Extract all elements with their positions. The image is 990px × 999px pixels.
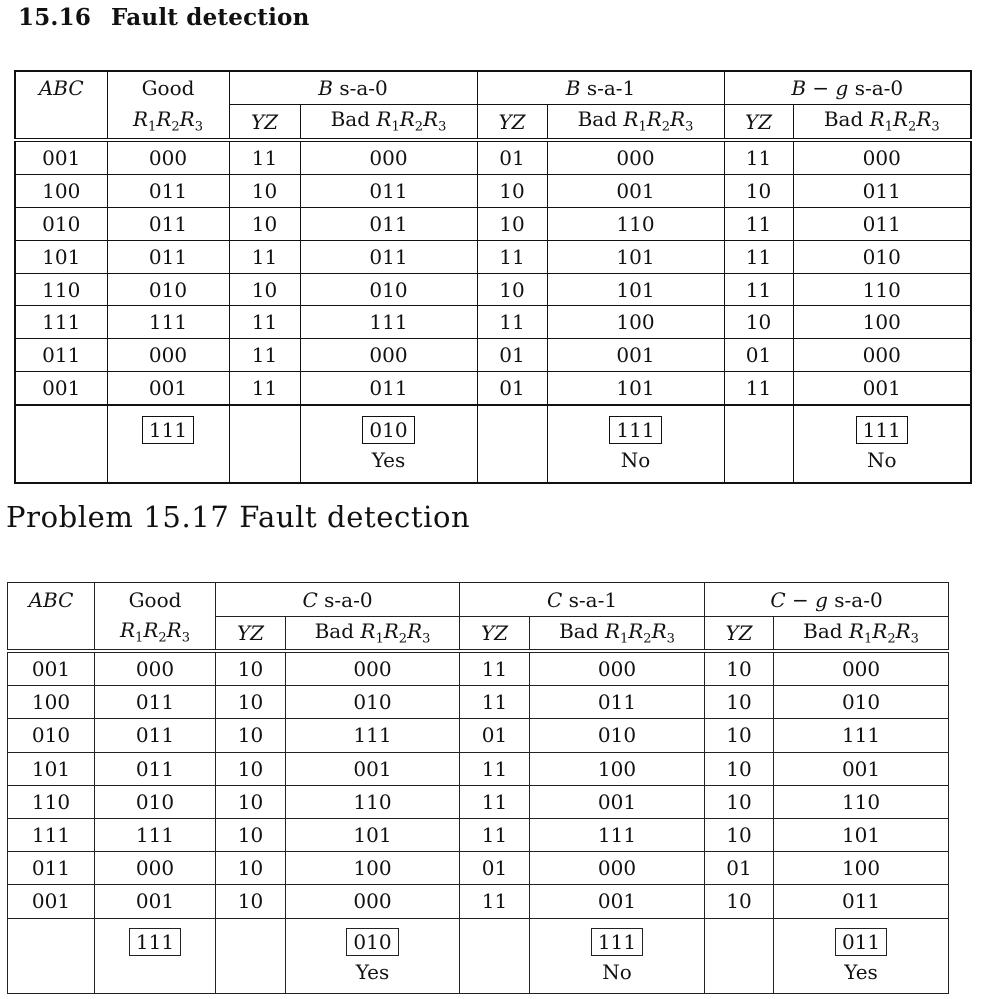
yz-value: 10	[216, 852, 286, 885]
abc-value: 101	[15, 240, 107, 273]
yz-value: 11	[724, 140, 793, 174]
abc-value: 110	[15, 273, 107, 306]
bad-value: 011	[300, 372, 477, 405]
table-row	[15, 273, 971, 306]
yz-value: 11	[229, 339, 300, 372]
bad-value: 011	[774, 885, 949, 918]
table-row	[15, 240, 971, 273]
good-header: Good	[107, 71, 229, 105]
good-value: 001	[107, 372, 229, 405]
yz-value: 11	[477, 306, 547, 339]
bad-value: 000	[300, 140, 477, 174]
good-final-cell	[107, 405, 229, 483]
fault-variable: C	[302, 587, 318, 612]
bad-value: 111	[774, 719, 949, 752]
abc-value: 010	[15, 207, 107, 240]
bad-value: 001	[793, 372, 971, 405]
yz-value: 01	[460, 719, 530, 752]
good-value: 011	[107, 240, 229, 273]
fault-type: s-a-0	[339, 76, 388, 100]
header-row-sub	[8, 617, 949, 652]
fault-group-header	[477, 71, 724, 105]
good-value: 011	[95, 719, 216, 752]
bad-value: 010	[774, 686, 949, 719]
summary-blank	[705, 918, 774, 993]
table-row	[15, 339, 971, 372]
bad-value: 100	[530, 752, 705, 785]
fault-final-value: 111	[591, 928, 643, 956]
bad-value: 000	[300, 339, 477, 372]
yz-value: 11	[724, 273, 793, 306]
yz-value: 10	[477, 174, 547, 207]
summary-blank	[460, 918, 530, 993]
fault-group-header	[216, 583, 460, 617]
table-row	[8, 686, 949, 719]
abc-header-blank	[8, 617, 95, 652]
header-row-sub	[15, 105, 971, 141]
yz-value: 11	[229, 372, 300, 405]
problem-heading: Problem 15.17 Fault detection	[6, 500, 471, 534]
fault-table-15-17	[7, 582, 949, 994]
yz-header: YZ	[229, 105, 300, 141]
summary-blank	[8, 918, 95, 993]
yz-value: 10	[477, 207, 547, 240]
bad-value: 011	[530, 686, 705, 719]
fault-type: s-a-0	[834, 587, 883, 612]
bad-value: 011	[300, 207, 477, 240]
yz-value: 10	[216, 818, 286, 851]
fault-final-value: 011	[835, 928, 887, 956]
bad-value: 010	[300, 273, 477, 306]
table-row	[8, 885, 949, 918]
summary-blank	[229, 405, 300, 483]
bad-value: 101	[547, 240, 724, 273]
bad-value: 011	[793, 207, 971, 240]
bad-value: 000	[286, 885, 460, 918]
good-header: Good	[95, 583, 216, 617]
yz-value: 11	[460, 785, 530, 818]
bad-value: 111	[530, 818, 705, 851]
fault-group-header	[724, 71, 971, 105]
bad-value: 011	[300, 240, 477, 273]
bad-value: 101	[774, 818, 949, 851]
fault-final-cell	[547, 405, 724, 483]
good-registers-header: $R_1R_2R_3$	[95, 617, 216, 652]
abc-value: 100	[8, 686, 95, 719]
good-value: 000	[95, 651, 216, 686]
yz-value: 11	[229, 140, 300, 174]
good-value: 011	[95, 686, 216, 719]
yz-header: YZ	[705, 617, 774, 652]
fault-final-value: 010	[362, 416, 414, 444]
bad-value: 011	[793, 174, 971, 207]
bad-registers-header: Bad $R_1R_2R_3$	[530, 617, 705, 652]
bad-value: 100	[774, 852, 949, 885]
yz-value: 01	[460, 852, 530, 885]
good-final-value: 111	[129, 928, 181, 956]
bad-value: 100	[793, 306, 971, 339]
detection-verdict: Yes	[355, 959, 390, 984]
bad-value: 100	[286, 852, 460, 885]
bad-value: 110	[793, 273, 971, 306]
yz-value: 10	[216, 752, 286, 785]
yz-value: 10	[705, 752, 774, 785]
detection-verdict: No	[866, 448, 897, 473]
bad-value: 010	[793, 240, 971, 273]
good-value: 000	[107, 140, 229, 174]
abc-value: 001	[15, 372, 107, 405]
fault-final-cell	[793, 405, 971, 483]
yz-value: 01	[477, 339, 547, 372]
bad-value: 100	[547, 306, 724, 339]
abc-value: 101	[8, 752, 95, 785]
bad-value: 101	[547, 273, 724, 306]
abc-header: ABC	[38, 76, 84, 101]
yz-value: 11	[460, 752, 530, 785]
yz-header: YZ	[724, 105, 793, 141]
yz-header: YZ	[460, 617, 530, 652]
fault-final-value: 111	[856, 416, 908, 444]
summary-blank	[216, 918, 286, 993]
fault-type: s-a-0	[324, 587, 373, 612]
summary-blank	[15, 405, 107, 483]
yz-value: 10	[705, 818, 774, 851]
bad-registers-header: Bad $R_1R_2R_3$	[547, 105, 724, 141]
yz-value: 01	[705, 852, 774, 885]
fault-final-cell	[530, 918, 705, 993]
yz-value: 10	[705, 686, 774, 719]
bad-value: 111	[286, 719, 460, 752]
abc-header: ABC	[28, 587, 74, 612]
abc-value: 010	[8, 719, 95, 752]
table-row	[15, 174, 971, 207]
yz-value: 10	[705, 719, 774, 752]
fault-type: s-a-1	[586, 76, 636, 100]
abc-header-blank	[15, 105, 107, 141]
fault-variable: B	[318, 76, 333, 100]
table-row	[8, 719, 949, 752]
header-row-top	[8, 583, 949, 617]
section-number: 15.16	[18, 4, 92, 31]
yz-value: 01	[477, 140, 547, 174]
summary-row	[15, 405, 971, 483]
fault-group-header	[460, 583, 705, 617]
yz-value: 10	[229, 273, 300, 306]
bad-value: 000	[774, 651, 949, 686]
yz-value: 11	[229, 240, 300, 273]
table-row	[8, 651, 949, 686]
bad-value: 000	[547, 140, 724, 174]
yz-value: 11	[460, 686, 530, 719]
fault-variable: C − g	[770, 587, 828, 612]
yz-value: 10	[724, 306, 793, 339]
bad-value: 000	[793, 140, 971, 174]
bad-value: 001	[547, 174, 724, 207]
bad-value: 111	[300, 306, 477, 339]
good-value: 011	[107, 174, 229, 207]
bad-value: 010	[530, 719, 705, 752]
abc-value: 100	[15, 174, 107, 207]
fault-final-value: 010	[346, 928, 398, 956]
summary-row	[8, 918, 949, 993]
bad-value: 010	[286, 686, 460, 719]
bad-value: 110	[547, 207, 724, 240]
yz-value: 11	[229, 306, 300, 339]
detection-verdict: Yes	[844, 959, 878, 984]
abc-value: 001	[42, 145, 81, 170]
good-value: 111	[95, 818, 216, 851]
yz-value: 11	[724, 207, 793, 240]
table-row	[8, 852, 949, 885]
yz-value: 11	[477, 240, 547, 273]
bad-value: 001	[547, 339, 724, 372]
abc-value: 110	[8, 785, 95, 818]
good-value: 001	[95, 885, 216, 918]
yz-header: YZ	[477, 105, 547, 141]
fault-final-cell	[300, 405, 477, 483]
good-value: 000	[95, 852, 216, 885]
yz-value: 10	[229, 207, 300, 240]
good-final-value: 111	[142, 416, 194, 444]
yz-value: 01	[477, 372, 547, 405]
table-row	[15, 372, 971, 405]
bad-registers-header: Bad $R_1R_2R_3$	[774, 617, 949, 652]
yz-value: 10	[229, 174, 300, 207]
fault-final-cell	[286, 918, 460, 993]
yz-header: YZ	[216, 617, 286, 652]
bad-value: 001	[530, 885, 705, 918]
abc-value: 011	[15, 339, 107, 372]
good-value: 011	[107, 207, 229, 240]
good-registers-header: $R_1R_2R_3$	[107, 105, 229, 141]
fault-variable: B	[565, 76, 581, 100]
yz-value: 10	[216, 785, 286, 818]
yz-value: 10	[216, 686, 286, 719]
fault-type: s-a-1	[568, 587, 618, 612]
bad-value: 101	[547, 372, 724, 405]
yz-value: 10	[724, 174, 793, 207]
fault-final-cell	[774, 918, 949, 993]
summary-blank	[477, 405, 547, 483]
abc-value: 001	[31, 657, 71, 682]
bad-value: 000	[793, 339, 971, 372]
table-row	[8, 785, 949, 818]
abc-value: 111	[15, 306, 107, 339]
good-value: 000	[107, 339, 229, 372]
bad-value: 001	[530, 785, 705, 818]
detection-verdict: Yes	[371, 448, 406, 473]
table-row	[15, 306, 971, 339]
abc-value: 111	[8, 818, 95, 851]
fault-final-value: 111	[609, 416, 661, 444]
section-heading	[18, 4, 310, 31]
yz-value: 10	[216, 719, 286, 752]
yz-value: 11	[724, 372, 793, 405]
fault-variable: B − g	[791, 76, 849, 100]
yz-value: 11	[460, 651, 530, 686]
detection-verdict: No	[620, 448, 651, 473]
detection-verdict: No	[602, 959, 632, 984]
fault-group-header	[229, 71, 477, 105]
table-row	[8, 818, 949, 851]
good-value: 011	[95, 752, 216, 785]
good-value: 010	[95, 785, 216, 818]
good-value: 010	[107, 273, 229, 306]
yz-value: 10	[477, 273, 547, 306]
bad-value: 110	[774, 785, 949, 818]
table-row	[8, 752, 949, 785]
yz-value: 10	[705, 651, 774, 686]
yz-value: 10	[216, 885, 286, 918]
yz-value: 10	[705, 785, 774, 818]
bad-value: 001	[774, 752, 949, 785]
good-final-cell	[95, 918, 216, 993]
bad-value: 001	[286, 752, 460, 785]
table-row	[15, 207, 971, 240]
bad-value: 000	[530, 852, 705, 885]
fault-variable: C	[546, 587, 563, 612]
yz-value: 10	[216, 651, 286, 686]
table-row	[15, 140, 971, 174]
bad-value: 011	[300, 174, 477, 207]
yz-value: 11	[724, 240, 793, 273]
bad-registers-header: Bad $R_1R_2R_3$	[286, 617, 460, 652]
abc-value: 011	[8, 852, 95, 885]
yz-value: 01	[724, 339, 793, 372]
yz-value: 10	[705, 885, 774, 918]
fault-table-15-16	[14, 70, 972, 484]
bad-registers-header: Bad $R_1R_2R_3$	[300, 105, 477, 141]
summary-blank	[724, 405, 793, 483]
bad-registers-header: Bad $R_1R_2R_3$	[793, 105, 971, 141]
yz-value: 11	[460, 885, 530, 918]
bad-value: 000	[286, 651, 460, 686]
bad-value: 000	[530, 651, 705, 686]
section-title: Fault detection	[111, 4, 310, 31]
bad-value: 101	[286, 818, 460, 851]
header-row-top	[15, 71, 971, 105]
fault-group-header	[705, 583, 949, 617]
good-value: 111	[107, 306, 229, 339]
yz-value: 11	[460, 818, 530, 851]
abc-value: 001	[8, 885, 95, 918]
bad-value: 110	[286, 785, 460, 818]
fault-type: s-a-0	[854, 76, 904, 100]
